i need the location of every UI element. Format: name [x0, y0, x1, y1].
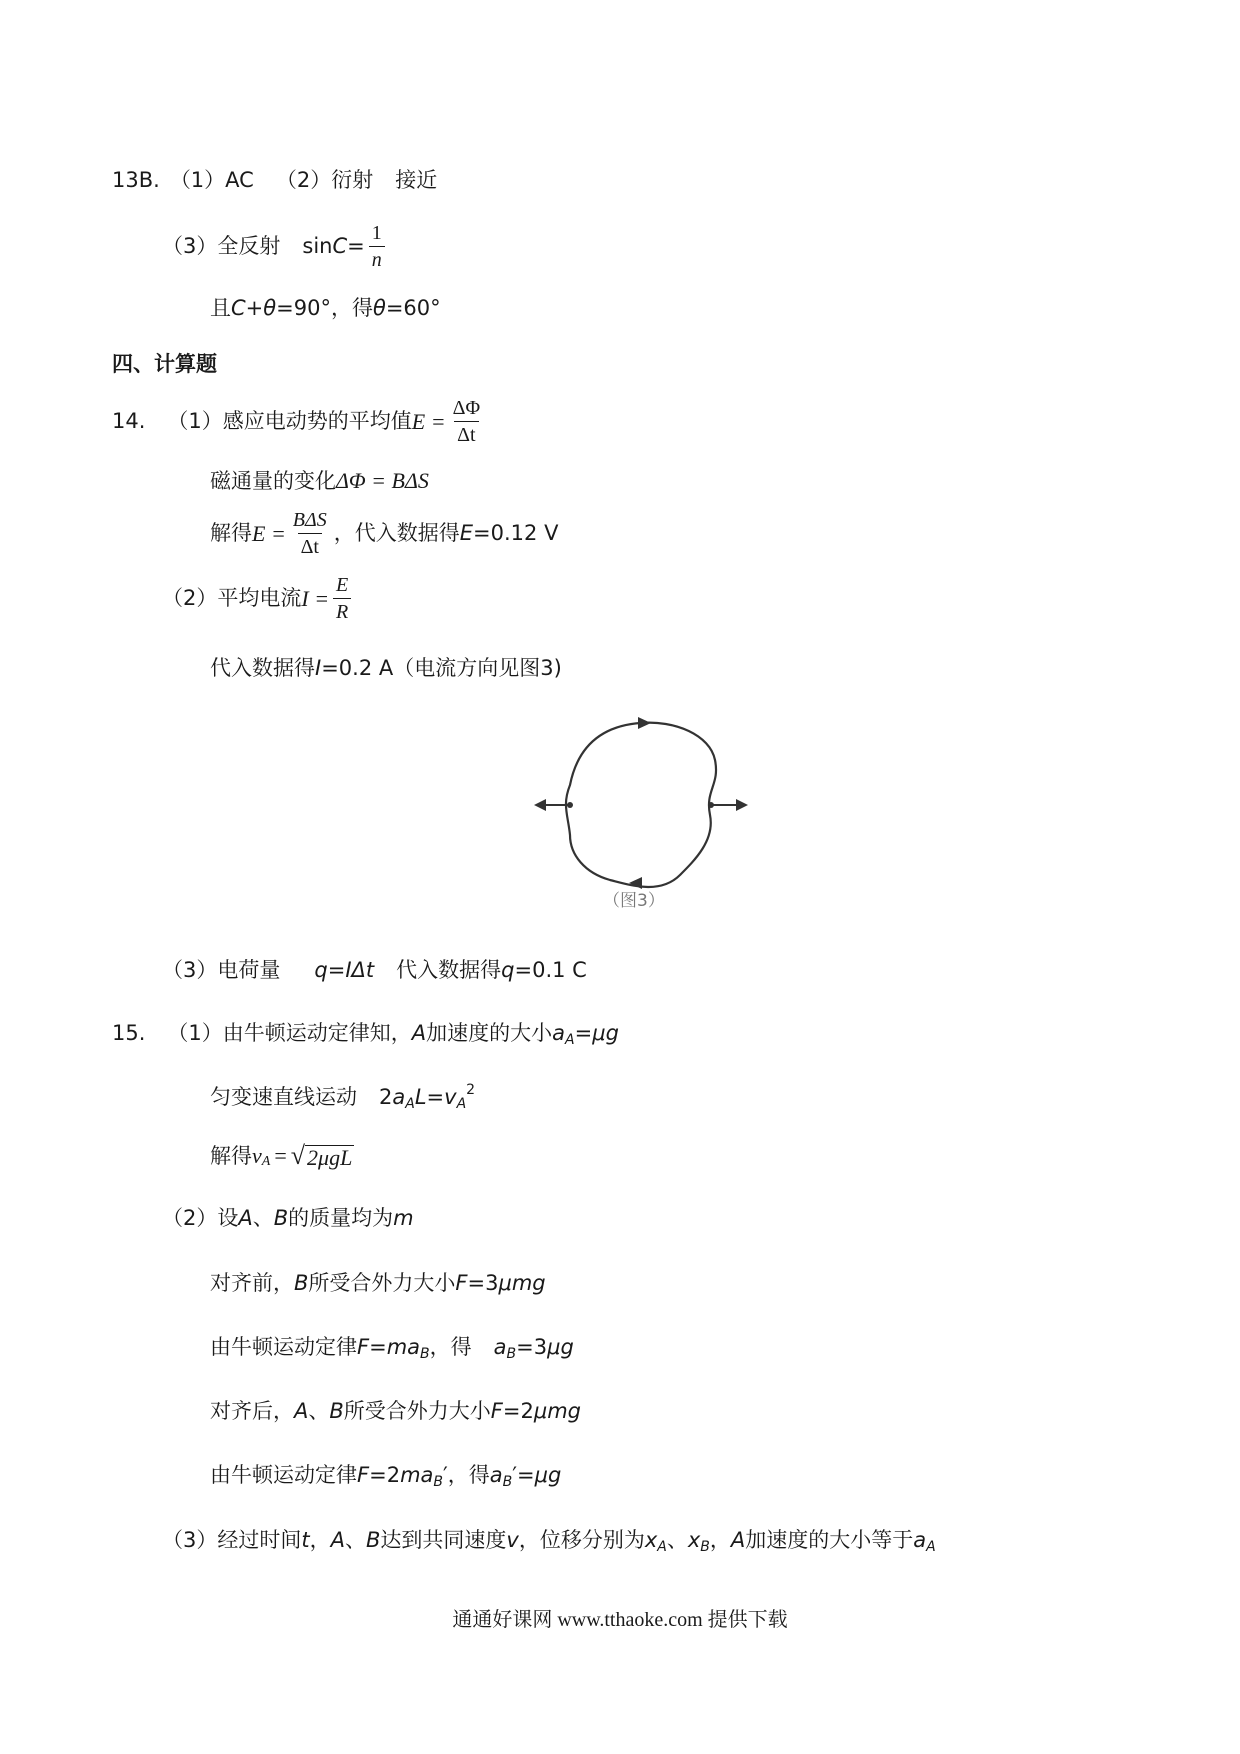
q14-p2-fraction	[333, 575, 351, 622]
q15-l2-a: 匀变速直线运动	[210, 1085, 357, 1109]
q15-l3-radical: √	[290, 1141, 306, 1170]
arrow-left-icon	[534, 799, 546, 811]
q14-line6	[162, 960, 587, 981]
figure-3-caption: （图3）	[603, 891, 665, 911]
q15-p3-t: t	[301, 1528, 310, 1552]
q15-p2-a: （2）设	[162, 1206, 239, 1230]
q14-p2-l2-a: 代入数据得	[210, 656, 315, 680]
q15-p2-l5-sub: B	[433, 1473, 443, 1490]
q15-p2-l3-b: ，得	[429, 1335, 472, 1359]
q15-l3-eq: =	[274, 1143, 287, 1168]
q15-l3-a: 解得	[210, 1143, 252, 1168]
q14-p1-l2-math: ΔΦ = BΔS	[336, 468, 429, 493]
q15-line8	[210, 1463, 562, 1490]
q15-line3	[210, 1143, 354, 1169]
arrow-bottom-icon	[629, 877, 642, 889]
q15-p2-l5-b: ，得	[447, 1463, 490, 1487]
q15-line7	[210, 1401, 581, 1422]
q14-p2-lhs: I =	[301, 585, 330, 611]
q14-p1-l2-text: 磁通量的变化	[210, 468, 336, 493]
q15-p2-l5-prime: ′	[443, 1463, 448, 1487]
q15-p3-xB-sub: B	[700, 1538, 710, 1555]
q13b-part1: （1）AC	[169, 168, 254, 192]
q15-p3-A: A	[330, 1528, 345, 1552]
q14-p3-I: I	[345, 958, 352, 982]
q13b-l3-theta2: θ	[372, 296, 386, 320]
q14-p1-l3-lhs: E =	[252, 520, 286, 546]
q13b-l3-text-b: =90°，得	[276, 296, 373, 320]
q15-line2	[210, 1081, 476, 1112]
q15-line5	[210, 1273, 546, 1294]
q15-p3-A2: A	[730, 1528, 746, 1552]
q15-label: 15.	[112, 1021, 146, 1045]
q15-p2-l4-F: F	[490, 1399, 503, 1423]
q15-p2-l4-B: B	[329, 1399, 344, 1423]
q15-p2-l3-F: F	[357, 1335, 370, 1359]
q15-p3-x: x	[644, 1528, 658, 1552]
q15-p3-xA-sub: A	[657, 1538, 667, 1555]
q15-l2-v: v	[444, 1085, 457, 1109]
q15-p1-mug: μg	[592, 1021, 619, 1045]
section4-title: 四、计算题	[112, 352, 217, 376]
q14-p1-l3-fraction	[290, 510, 330, 557]
q15-p2-l3-ma: ma	[386, 1335, 421, 1359]
q15-p2-l3-aB-sub: B	[506, 1345, 517, 1362]
q15-p2-l2-a: 对齐前，	[210, 1271, 294, 1295]
q15-p1-aA: a	[552, 1021, 566, 1045]
q14-p1-l3-num: BΔS	[292, 509, 327, 531]
q14-p2-den: R	[333, 598, 351, 622]
q15-p2-l3-aB: a	[493, 1335, 507, 1359]
q15-p2-l5-eq2: =	[517, 1463, 535, 1487]
junction-left-dot	[567, 802, 573, 808]
q14-line2	[210, 470, 429, 492]
q14-p2-num: E	[336, 574, 349, 596]
q15-p2-m: m	[393, 1206, 414, 1230]
q15-p1-eq: =	[574, 1021, 593, 1045]
q13b-fraction	[369, 223, 385, 270]
q14-p3-dt: Δt	[351, 958, 375, 982]
q15-p3-b: ，	[309, 1528, 331, 1552]
q15-p2-l4-mumg: μmg	[533, 1399, 582, 1423]
q15-line9	[162, 1528, 936, 1555]
q15-l2-eq: =	[426, 1085, 445, 1109]
q15-p1-A: A	[411, 1021, 427, 1045]
q15-p2-l2-eq: =3	[467, 1271, 499, 1295]
current-loop-path	[566, 723, 716, 887]
q15-p1-b: 加速度的大小	[426, 1021, 553, 1045]
q15-p2-l3-a: 由牛顿运动定律	[210, 1335, 357, 1359]
q14-line4	[162, 575, 355, 622]
q15-p3-a: （3）经过时间	[162, 1528, 302, 1552]
q15-p2-l5-prime2: ′	[512, 1463, 518, 1487]
q15-p2-l4-a: 对齐后，	[210, 1399, 294, 1423]
q14-p2-l2-b: =0.2 A（电流方向见图3)	[321, 656, 562, 680]
q14-p1-den: Δt	[454, 421, 478, 445]
q14-p1-lhs: E =	[411, 408, 446, 434]
q15-p3-d: ，位移分别为	[518, 1528, 645, 1552]
q14-p2-text: （2）平均电流	[162, 586, 302, 610]
q14-p3-eq: =	[327, 958, 346, 982]
q13b-sin: sin	[302, 234, 333, 258]
q15-p2-l4-eq: =2	[502, 1399, 534, 1423]
q15-p2-A: A	[238, 1206, 253, 1230]
q15-p1-a: （1）由牛顿运动定律知，	[167, 1021, 412, 1045]
q15-l2-L: L	[414, 1085, 427, 1109]
q15-l2-2: 2	[379, 1085, 393, 1109]
q15-p2-l4-A: A	[294, 1399, 309, 1423]
q15-p2-l5-a: 由牛顿运动定律	[210, 1463, 357, 1487]
q15-p3-c: 达到共同速度	[380, 1528, 507, 1552]
q15-p1-aA-sub: A	[565, 1031, 575, 1048]
q15-p2-l2-mumg: μmg	[498, 1271, 546, 1295]
q15-l3-radicand: 2μgL	[307, 1145, 353, 1170]
q13b-l3-plus: +	[245, 296, 264, 320]
q15-p2-l3-sub: B	[420, 1345, 430, 1362]
q15-p3-f: 加速度的大小等于	[745, 1528, 914, 1552]
q14-p1-num: ΔΦ	[452, 397, 481, 419]
q15-l2-a-sym: a	[392, 1085, 406, 1109]
q15-p3-sep: 、	[344, 1528, 366, 1552]
q15-p2-B: B	[273, 1206, 289, 1230]
q14-p3-b: 代入数据得	[396, 958, 502, 982]
q13b-C: C	[332, 234, 348, 258]
q15-p3-aA-sub: A	[926, 1538, 936, 1555]
q15-p3-aA: a	[913, 1528, 927, 1552]
q14-p2-l2-I: I	[315, 656, 322, 680]
q13b-part2: （2）衍射	[275, 168, 374, 192]
q14-line1	[112, 398, 487, 445]
q15-p2-l3-eq2: =3	[516, 1335, 548, 1359]
arrow-top-icon	[638, 717, 651, 729]
q13b-frac-den: n	[369, 246, 385, 270]
q15-line4	[162, 1208, 414, 1229]
q15-l2-a-sub: A	[405, 1095, 415, 1112]
q13b-eq: =	[347, 234, 365, 258]
q15-l3-v: v	[252, 1143, 262, 1168]
q15-p2-l2-F: F	[455, 1271, 468, 1295]
q15-p2-sep: 、	[252, 1206, 274, 1230]
q15-p2-l4-sep: 、	[308, 1399, 330, 1423]
q15-p2-l3-eq: =	[369, 1335, 387, 1359]
q13b-l3-theta1: θ	[263, 296, 277, 320]
q14-p1-l3-after: ，代入数据得	[333, 521, 460, 545]
q15-p2-l5-mug: μg	[534, 1463, 562, 1487]
q13b-line1	[112, 170, 437, 191]
q14-p1-l3-den: Δt	[298, 533, 322, 557]
q15-p2-l3-mug: μg	[547, 1335, 574, 1359]
q13b-l3-text-a: 且	[210, 296, 231, 320]
q14-p1-l3-val: =0.12 V	[473, 521, 559, 545]
q14-p1-l3-E: E	[459, 521, 474, 545]
q14-p3-val: =0.1 C	[514, 958, 587, 982]
q13b-frac-num: 1	[371, 222, 382, 244]
q15-p2-l5-ma: ma	[400, 1463, 434, 1487]
q15-p3-B: B	[365, 1528, 381, 1552]
q13b-line3	[210, 298, 441, 319]
q13b-label: 13B.	[112, 168, 160, 192]
q13b-l3-text-c: =60°	[385, 296, 441, 320]
q15-p2-l5-sub2: B	[502, 1473, 513, 1490]
q14-p3-a: （3）电荷量	[162, 958, 281, 982]
q15-l3-sqrt	[291, 1143, 355, 1169]
q15-p3-v: v	[506, 1528, 519, 1552]
q14-label: 14.	[112, 409, 146, 433]
q13b-l3-C: C	[231, 296, 246, 320]
q15-l2-v-sub: A	[456, 1095, 467, 1112]
q14-p3-q2: q	[501, 958, 515, 982]
q13b-part2b: 接近	[395, 168, 438, 192]
q13b-part3-label: （3）全反射	[162, 234, 281, 258]
junction-right-dot	[708, 802, 714, 808]
q14-p1-l3-text: 解得	[210, 521, 252, 545]
q15-p2-b: 的质量均为	[288, 1206, 394, 1230]
q13b-line2	[162, 223, 389, 270]
q15-p3-x2: x	[687, 1528, 701, 1552]
q15-p2-l5-F: F	[357, 1463, 370, 1487]
figure-3-current-loop	[530, 715, 790, 915]
q15-p2-l2-B: B	[294, 1271, 309, 1295]
arrow-right-icon	[736, 799, 748, 811]
q15-p3-sep2: 、	[666, 1528, 688, 1552]
q15-p2-l5-eq: =2	[369, 1463, 401, 1487]
q15-l3-sub: A	[261, 1154, 271, 1169]
q15-line1	[112, 1021, 619, 1048]
q15-p2-l2-b: 所受合外力大小	[308, 1271, 456, 1295]
q14-line5	[210, 658, 562, 679]
page-footer: 通通好课网 www.tthaoke.com 提供下载	[452, 1609, 788, 1631]
q15-p3-e: ，	[709, 1528, 731, 1552]
q15-p2-l5-a2: a	[489, 1463, 503, 1487]
q14-line3	[210, 510, 558, 557]
q14-p1-fraction	[450, 398, 483, 445]
q14-p3-q: q	[314, 958, 328, 982]
q15-line6	[210, 1335, 574, 1362]
q15-p2-l4-b: 所受合外力大小	[343, 1399, 491, 1423]
q14-p1-text: （1）感应电动势的平均值	[167, 409, 412, 433]
q15-l2-sup: 2	[466, 1081, 476, 1098]
